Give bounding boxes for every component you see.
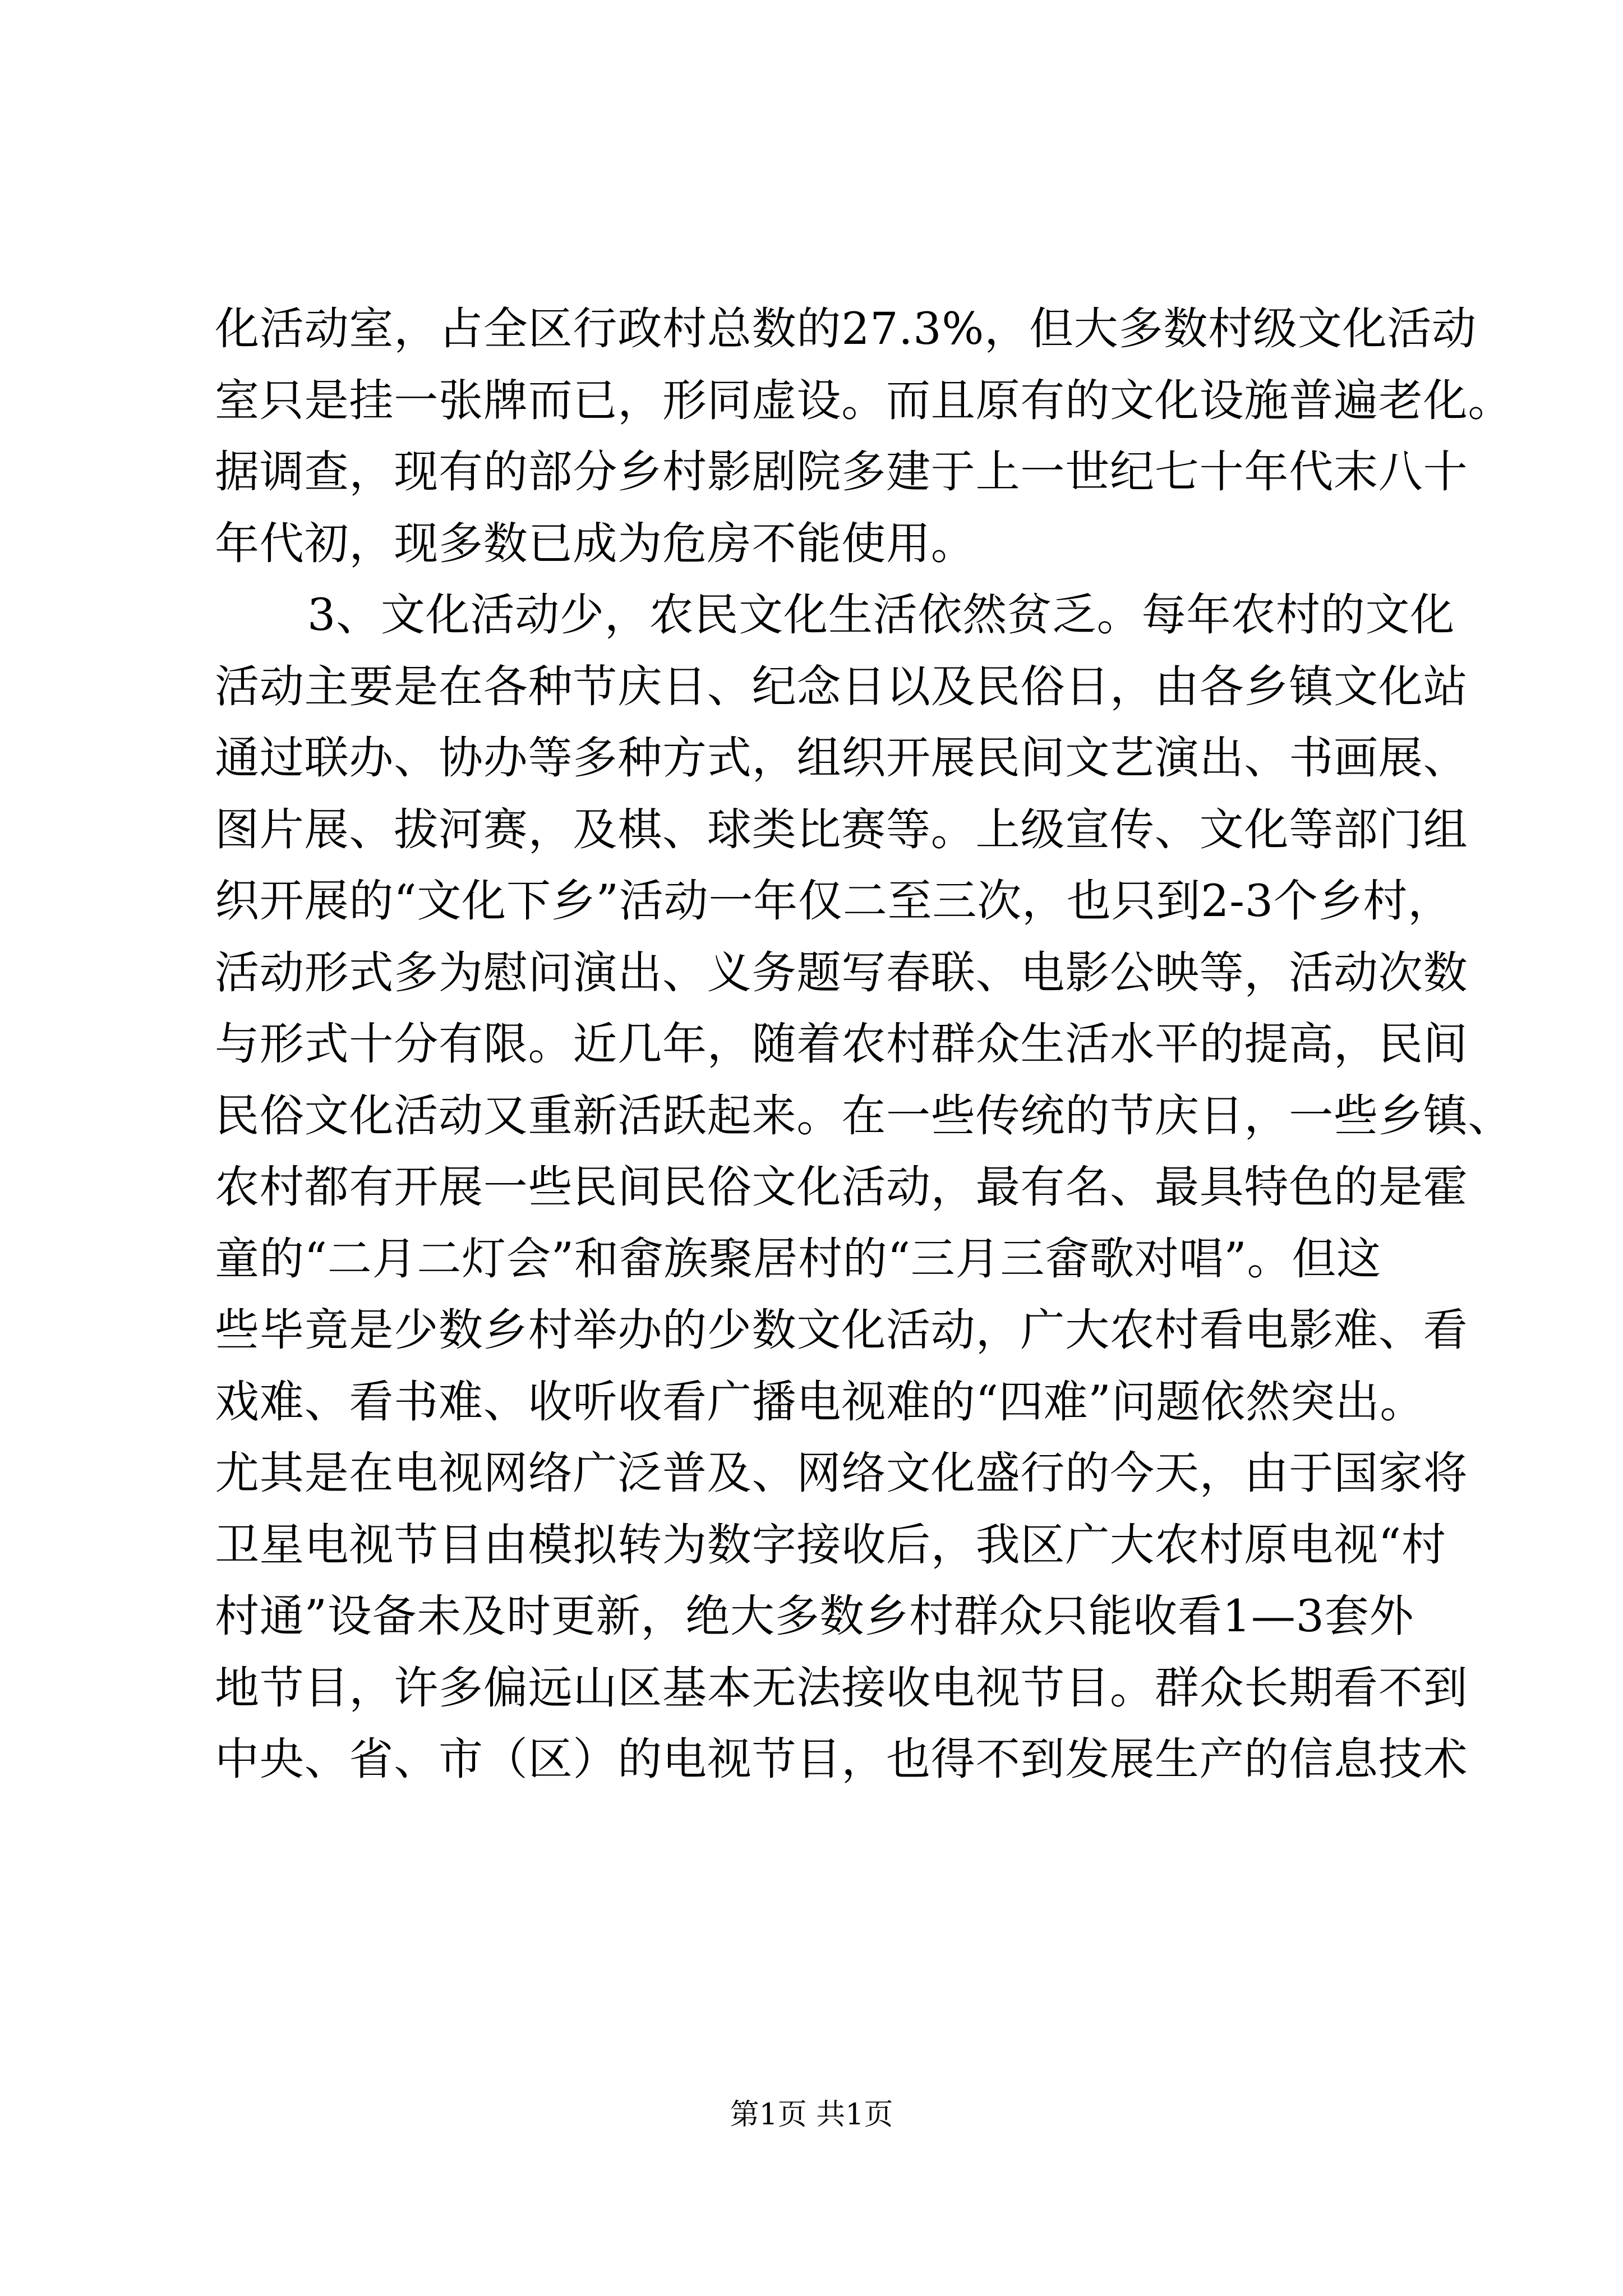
text-line: 地节目，许多偏远山区基本无法接收电视节目。群众长期看不到 (215, 1662, 1468, 1714)
paragraph-start-line: 3、文化活动少，农民文化生活依然贫乏。每年农村的文化 (307, 589, 1455, 641)
text-line: 民俗文化活动又重新活跃起来。在一些传统的节庆日，一些乡镇、 (215, 1089, 1513, 1142)
text-line: 化活动室，占全区行政村总数的27.3%，但大多数村级文化活动 (215, 303, 1477, 355)
text-line: 尤其是在电视网络广泛普及、网络文化盛行的今天，由于国家将 (215, 1447, 1468, 1499)
page-number-footer: 第1页 共1页 (730, 2098, 893, 2132)
text-line: 织开展的“文化下乡”活动一年仅二至三次，也只到2-3个乡村， (215, 875, 1453, 927)
text-line: 室只是挂一张牌而已，形同虚设。而且原有的文化设施普遍老化。 (215, 374, 1513, 426)
text-line: 村通”设备未及时更新，绝大多数乡村群众只能收看1—3套外 (215, 1590, 1414, 1642)
text-line: 中央、省、市（区）的电视节目，也得不到发展生产的信息技术 (215, 1733, 1468, 1785)
text-line: 戏难、看书难、收听收看广播电视难的“四难”问题依然突出。 (215, 1375, 1425, 1428)
text-line: 些毕竟是少数乡村举办的少数文化活动，广大农村看电影难、看 (215, 1304, 1468, 1356)
text-line: 活动形式多为慰问演出、义务题写春联、电影公映等，活动次数 (215, 946, 1468, 999)
text-line: 图片展、拔河赛，及棋、球类比赛等。上级宣传、文化等部门组 (215, 803, 1468, 855)
text-line: 通过联办、协办等多种方式，组织开展民间文艺演出、书画展、 (215, 732, 1468, 784)
text-line: 年代初，现多数已成为危房不能使用。 (215, 517, 976, 569)
text-line: 卫星电视节目由模拟转为数字接收后，我区广大农村原电视“村 (215, 1519, 1446, 1571)
text-line: 童的“二月二灯会”和畲族聚居村的“三月三畲歌对唱”。但这 (215, 1232, 1381, 1285)
text-line: 活动主要是在各种节庆日、纪念日以及民俗日，由各乡镇文化站 (215, 660, 1468, 712)
text-line: 农村都有开展一些民间民俗文化活动，最有名、最具特色的是霍 (215, 1161, 1468, 1213)
text-line: 据调查，现有的部分乡村影剧院多建于上一世纪七十年代末八十 (215, 446, 1468, 498)
text-line: 与形式十分有限。近几年，随着农村群众生活水平的提高，民间 (215, 1018, 1468, 1070)
body-text (215, 293, 1513, 1796)
